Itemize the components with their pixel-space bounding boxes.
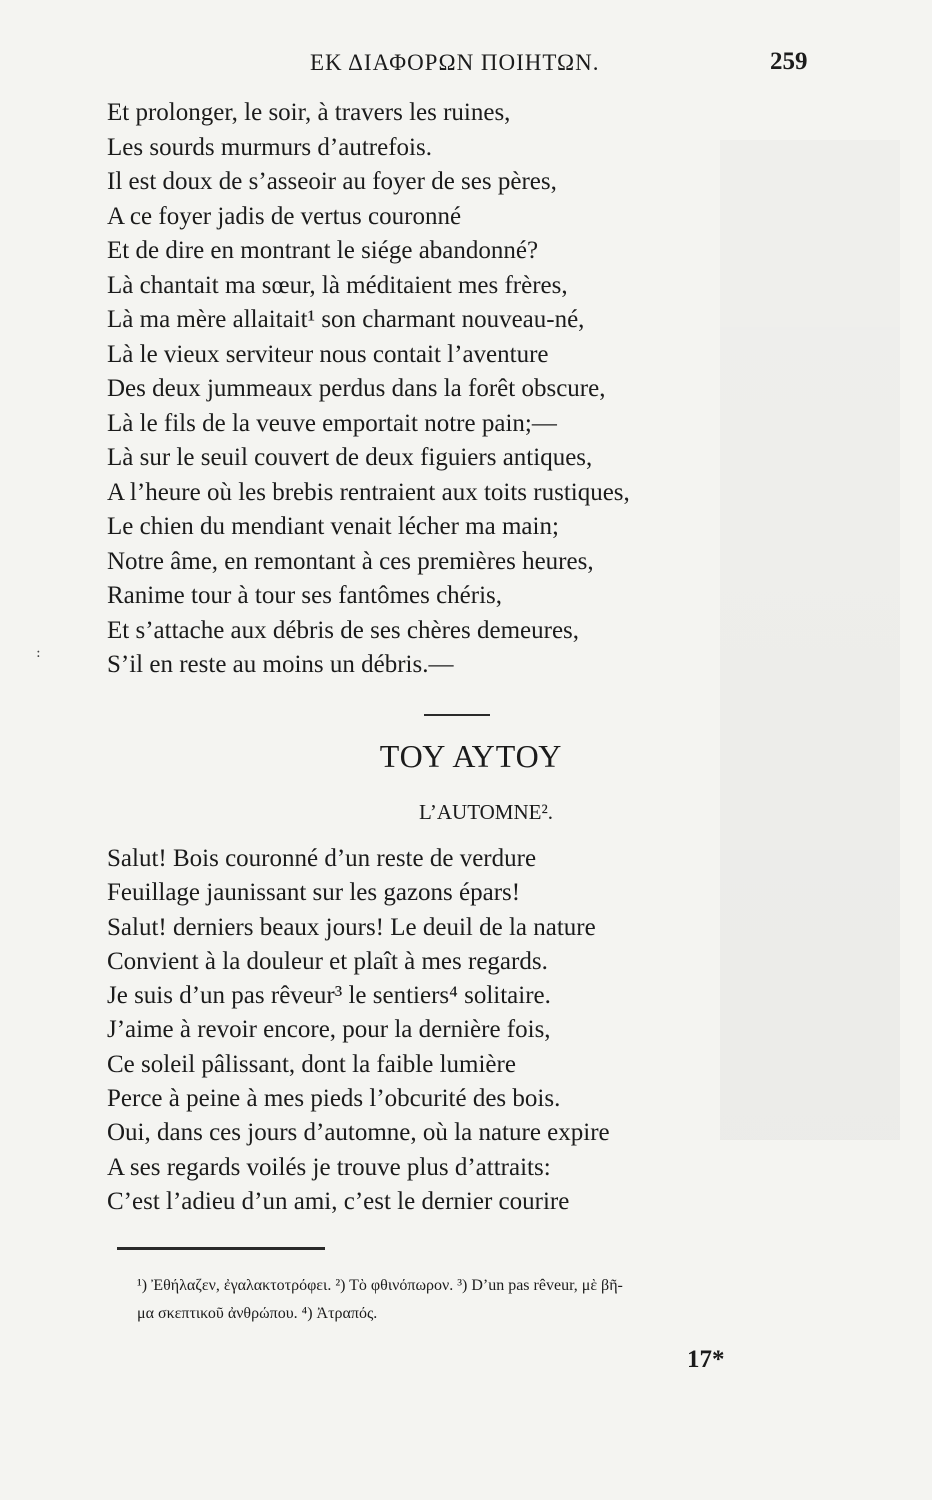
verse-line: Ce soleil pâlissant, dont la faible lumière <box>107 1050 516 1078</box>
verse-line: Là sur le seuil couvert de deux figuiers antiques, <box>107 444 593 471</box>
verse-line: A ses regards voilés je trouve plus d’attraits: <box>107 1153 551 1181</box>
page-number: 259 <box>770 48 808 75</box>
verse-line: Et de dire en montrant le siége abandonné? <box>107 237 539 264</box>
footnote-divider <box>117 1247 325 1250</box>
poem-continuation <box>107 96 807 683</box>
verse-line: Là ma mère allaitait¹ son charmant nouveau-né, <box>107 306 585 333</box>
verse-line: Et prolonger, le soir, à travers les ruines, <box>107 99 511 126</box>
verse-line: Le chien du mendiant venait lécher ma main; <box>107 513 559 540</box>
poem-autumn <box>107 842 807 1219</box>
verse-line: J’aime à revoir encore, pour la dernière fois, <box>107 1016 551 1044</box>
footnote-line: μα σκεπτικοῦ ἀνθρώπου. ⁴) Ἀτραπός. <box>137 1305 378 1322</box>
verse-line: Des deux jummeaux perdus dans la forêt obscure, <box>107 375 606 402</box>
verse-line: Je suis d’un pas rêveur³ le sentiers⁴ solitaire. <box>107 982 551 1010</box>
verse-line: Ranime tour à tour ses fantômes chéris, <box>107 582 503 609</box>
footnote-line: ¹) Ἐθήλαζεν, ἐγαλακτοτρόφει. ²) Τὸ φθινόπωρον. ³) D’un pas rêveur, μὲ βῆ- <box>137 1277 623 1294</box>
verse-line: Là le fils de la veuve emportait notre pain;— <box>107 409 557 437</box>
verse-line: Là chantait ma sœur, là méditaient mes frères, <box>107 271 568 299</box>
verse-line: Notre âme, en remontant à ces premières heures, <box>107 547 594 575</box>
verse-line: S’il en reste au moins un débris.— <box>107 651 454 678</box>
section-divider <box>424 714 490 716</box>
verse-line: Salut! Bois couronné d’un reste de verdure <box>107 845 537 872</box>
section-title: ΤΟΥ ΑΥΤΟΥ <box>379 738 563 774</box>
verse-line: A ce foyer jadis de vertus couronné <box>107 202 462 230</box>
verse-line: C’est l’adieu d’un ami, c’est le dernier courire <box>107 1187 570 1215</box>
verse-line: Feuillage jaunissant sur les gazons épars! <box>107 879 521 907</box>
verse-line: Là le vieux serviteur nous contait l’aventure <box>107 340 549 368</box>
verse-line: Et s’attache aux débris de ses chères demeures, <box>107 616 580 644</box>
signature-mark: 17* <box>687 1346 725 1373</box>
poem-title: L’AUTOMNE². <box>418 800 554 824</box>
verse-line: A l’heure où les brebis rentraient aux toits rustiques, <box>107 478 630 506</box>
verse-line: Salut! derniers beaux jours! Le deuil de la nature <box>107 913 596 941</box>
running-head: ΕΚ ΔΙΑΦΟΡΩΝ ΠΟΙΗΤΩΝ. <box>310 50 600 75</box>
verse-line: Il est doux de s’asseoir au foyer de ses pères, <box>107 168 557 195</box>
verse-line: Oui, dans ces jours d’automne, où la nature expire <box>107 1119 610 1147</box>
verse-line: Convient à la douleur et plaît à mes regards. <box>107 947 548 975</box>
verse-line: Les sourds murmurs d’autrefois. <box>107 133 432 161</box>
verse-line: Perce à peine à mes pieds l’obcurité des bois. <box>107 1085 561 1113</box>
footnotes <box>137 1272 827 1328</box>
margin-mark: : <box>36 645 41 661</box>
